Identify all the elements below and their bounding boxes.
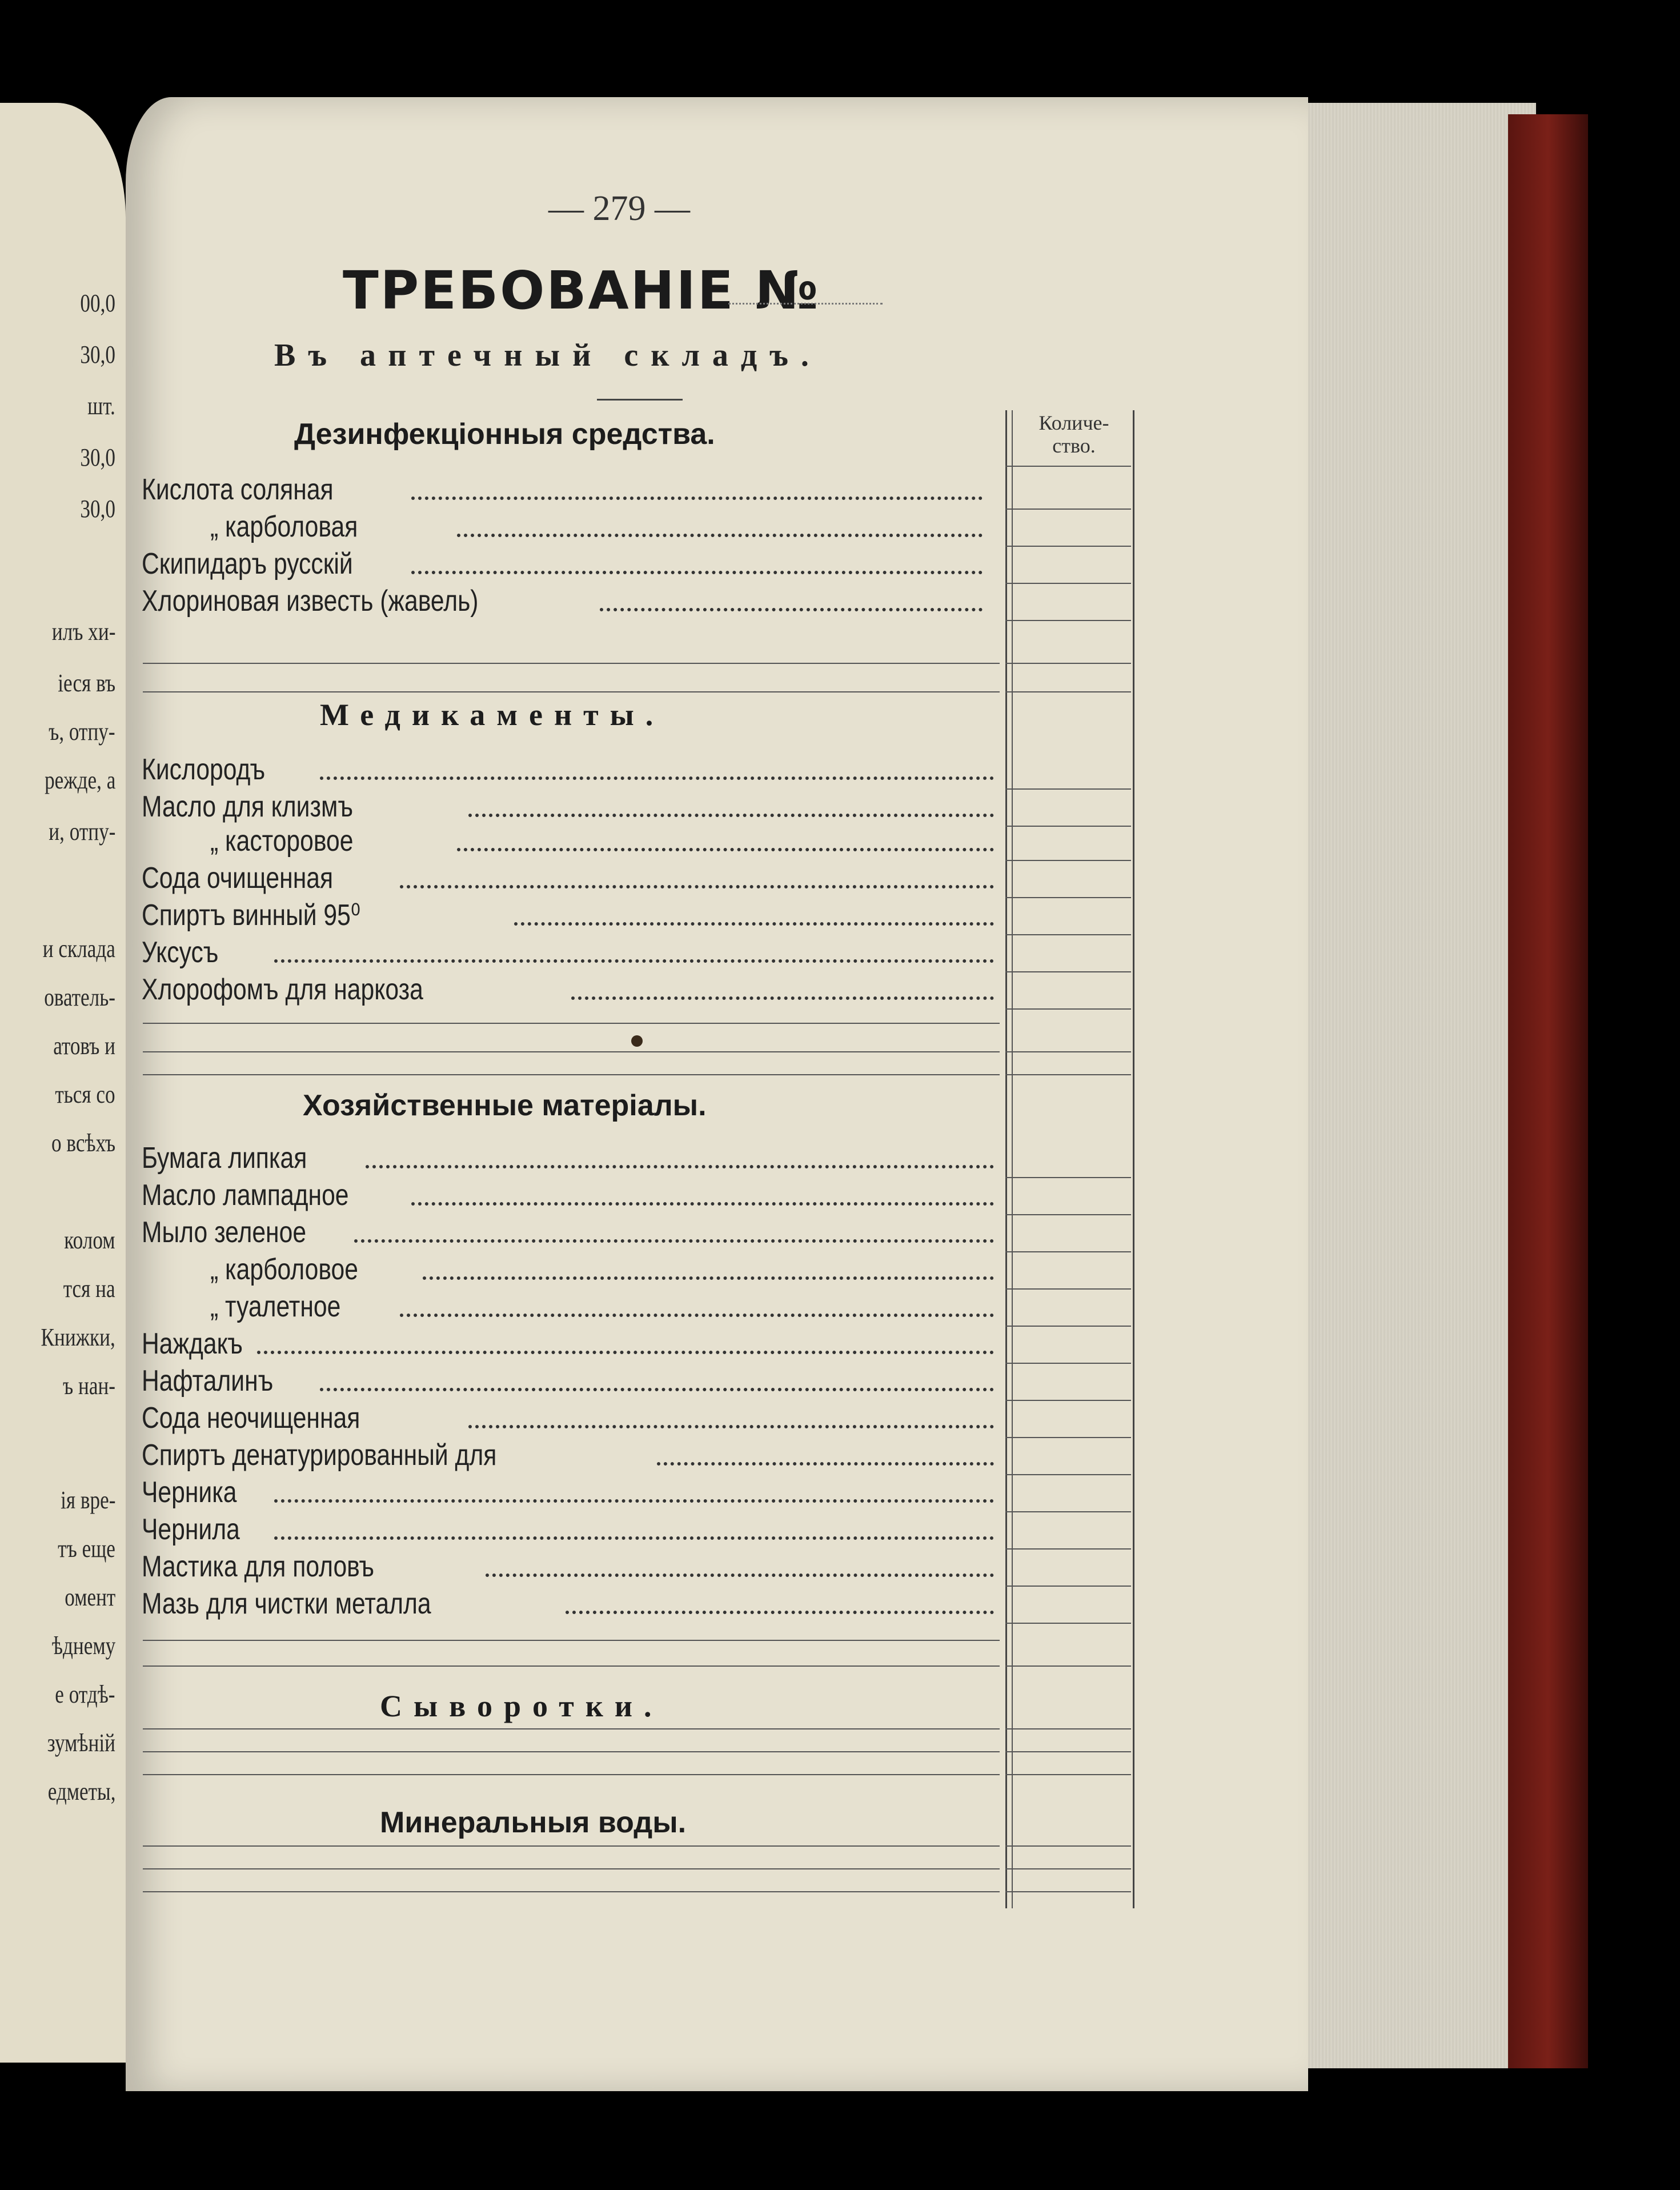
item-label: Масло лампадное xyxy=(142,1179,349,1212)
left-page-line: iеся въ xyxy=(58,669,115,697)
item-label: Мастика для половъ xyxy=(142,1550,375,1583)
quantity-cell-line xyxy=(1005,546,1131,547)
rule-line xyxy=(143,1023,1000,1024)
quantity-cell-line xyxy=(1005,1623,1131,1624)
dot-leader xyxy=(600,608,983,611)
section-heading: Минеральныя воды. xyxy=(380,1806,687,1839)
item-label: Кислородъ xyxy=(142,753,266,786)
ink-dot xyxy=(631,1035,643,1047)
quantity-cell-line xyxy=(1005,663,1131,664)
dot-leader xyxy=(274,1536,994,1540)
left-page-line: 30,0 xyxy=(80,341,115,369)
left-page-line: зумѣнiй xyxy=(47,1729,115,1757)
item-label: Спиртъ винный 95⁰ xyxy=(142,899,360,932)
rule-line xyxy=(143,1891,1000,1892)
quantity-cell-line xyxy=(1005,1665,1131,1667)
section-heading: Дезинфекцiонныя средства. xyxy=(294,418,715,451)
item-label: Уксусъ xyxy=(142,936,219,969)
left-page-line: и, отпу- xyxy=(48,818,115,846)
left-page-line: атовъ и xyxy=(53,1032,115,1060)
quantity-cell-line xyxy=(1005,620,1131,621)
rule-line xyxy=(143,1640,1000,1641)
quantity-cell-line xyxy=(1005,509,1131,510)
rule-line xyxy=(143,1751,1000,1752)
quantity-cell-line xyxy=(1005,1251,1131,1252)
left-page-fragment xyxy=(0,103,126,2063)
item-label: „ касторовое xyxy=(210,824,354,858)
quantity-cell-line xyxy=(1005,826,1131,827)
dot-leader xyxy=(411,497,983,500)
left-page-line: ъ нан- xyxy=(62,1372,115,1400)
page-number: — 279 — xyxy=(548,189,690,228)
dot-leader xyxy=(486,1574,994,1577)
item-label: Черника xyxy=(142,1476,237,1509)
quantity-column xyxy=(1005,410,1134,1908)
left-page-line: и склада xyxy=(42,935,115,963)
left-page-line: тъ еще xyxy=(58,1535,115,1563)
item-label: Кислота соляная xyxy=(142,473,334,506)
left-page-line: е отдѣ- xyxy=(55,1680,115,1708)
quantity-cell-line xyxy=(1005,466,1131,467)
quantity-cell-line xyxy=(1005,1586,1131,1587)
rule-line xyxy=(143,1774,1000,1775)
left-page-line: ователь- xyxy=(44,983,115,1011)
section-heading: Сыворотки. xyxy=(380,1689,663,1723)
quantity-cell-line xyxy=(1005,1074,1131,1075)
rule-line xyxy=(143,1665,1000,1667)
rule-line xyxy=(143,691,1000,692)
dot-leader xyxy=(571,996,994,1000)
dot-leader xyxy=(366,1165,994,1168)
quantity-cell-line xyxy=(1005,1177,1131,1178)
quantity-cell-line xyxy=(1005,1437,1131,1438)
left-page-line: илъ хи- xyxy=(51,618,115,646)
item-label: Сода неочищенная xyxy=(142,1402,360,1435)
left-page-line: iя вре- xyxy=(60,1486,115,1514)
quantity-cell-line xyxy=(1005,1891,1131,1892)
item-label: „ карболовое xyxy=(210,1253,358,1286)
rule-line xyxy=(143,1074,1000,1075)
dot-leader xyxy=(274,959,994,963)
form-title: ТРЕБОВАНIЕ № xyxy=(343,260,820,321)
quantity-cell-line xyxy=(1005,691,1131,692)
dot-leader xyxy=(411,571,983,574)
item-label: Наждакъ xyxy=(142,1327,243,1360)
page-edges xyxy=(1305,103,1536,2068)
quantity-cell-line xyxy=(1005,1474,1131,1475)
quantity-cell-line xyxy=(1005,1548,1131,1550)
item-label: „ карболовая xyxy=(210,510,358,543)
item-label: Бумага липкая xyxy=(142,1142,307,1175)
left-page-line: шт. xyxy=(87,392,115,420)
dot-leader xyxy=(274,1499,994,1503)
quantity-cell-line xyxy=(1005,1214,1131,1215)
quantity-cell-line xyxy=(1005,1326,1131,1327)
dot-leader xyxy=(400,885,994,888)
dot-leader xyxy=(468,814,994,817)
dot-leader xyxy=(320,776,994,780)
left-page-line: едметы, xyxy=(47,1777,115,1805)
dot-leader xyxy=(423,1276,994,1280)
quantity-cell-line xyxy=(1005,1363,1131,1364)
title-number-blank xyxy=(728,303,883,305)
left-page-line: Книжки, xyxy=(41,1323,115,1351)
item-label: Нафталинъ xyxy=(142,1364,274,1398)
quantity-cell-line xyxy=(1005,860,1131,861)
quantity-cell-line xyxy=(1005,788,1131,790)
quantity-cell-line xyxy=(1005,583,1131,584)
quantity-cell-line xyxy=(1005,1511,1131,1512)
item-label: Скипидаръ русскiй xyxy=(142,547,353,580)
dot-leader xyxy=(320,1388,994,1391)
left-page-line: ѣднему xyxy=(51,1632,115,1660)
dot-leader xyxy=(468,1425,994,1428)
rule-line xyxy=(143,663,1000,664)
quantity-header: Количе- ство. xyxy=(1039,411,1109,457)
left-page-line: 00,0 xyxy=(80,289,115,317)
quantity-cell-line xyxy=(1005,897,1131,898)
quantity-cell-line xyxy=(1005,1051,1131,1052)
item-label: Хлориновая известь (жавель) xyxy=(142,584,479,618)
rule-line xyxy=(143,1051,1000,1052)
item-label: Чернила xyxy=(142,1513,240,1546)
left-page-line: о всѣхъ xyxy=(51,1129,115,1157)
quantity-cell-line xyxy=(1005,1845,1131,1847)
dot-leader xyxy=(566,1611,994,1614)
left-page-line: тся на xyxy=(63,1275,115,1303)
dot-leader xyxy=(400,1314,994,1317)
quantity-cell-line xyxy=(1005,1868,1131,1869)
quantity-cell-line xyxy=(1005,1728,1131,1729)
dot-leader xyxy=(657,1462,994,1466)
quantity-cell-line xyxy=(1005,971,1131,972)
subtitle-rule xyxy=(597,399,683,401)
quantity-cell-line xyxy=(1005,1774,1131,1775)
quantity-cell-line xyxy=(1005,1008,1131,1010)
rule-line xyxy=(143,1728,1000,1729)
form-subtitle: Въ аптечный складъ. xyxy=(274,338,821,373)
book-spine xyxy=(1508,114,1588,2068)
dot-leader xyxy=(257,1351,994,1354)
item-label: Мазь для чистки металла xyxy=(142,1587,431,1620)
rule-line xyxy=(143,1845,1000,1847)
rule-line xyxy=(143,1868,1000,1869)
quantity-cell-line xyxy=(1005,934,1131,935)
item-label: Мыло зеленое xyxy=(142,1216,307,1249)
left-page-line: ться со xyxy=(55,1080,115,1108)
left-page-line: колом xyxy=(64,1226,115,1254)
quantity-cell-line xyxy=(1005,1751,1131,1752)
left-page-line: омент xyxy=(64,1583,115,1611)
item-label: Хлорофомъ для наркоза xyxy=(142,973,423,1006)
item-label: Сода очищенная xyxy=(142,862,334,895)
dot-leader xyxy=(411,1202,994,1206)
dot-leader xyxy=(354,1239,994,1243)
left-page-line: режде, а xyxy=(44,766,115,794)
item-label: „ туалетное xyxy=(210,1290,341,1323)
item-label: Спиртъ денатурированный для xyxy=(142,1439,497,1472)
left-page-line: ъ, отпу- xyxy=(49,718,115,746)
left-page-line: 30,0 xyxy=(80,443,115,471)
section-heading: Медикаменты. xyxy=(320,698,665,732)
quantity-cell-line xyxy=(1005,1288,1131,1290)
dot-leader xyxy=(457,534,983,537)
dot-leader xyxy=(514,922,994,926)
left-page-line: 30,0 xyxy=(80,495,115,523)
item-label: Масло для клизмъ xyxy=(142,790,353,823)
dot-leader xyxy=(457,848,994,851)
section-heading: Хозяйственные матерiалы. xyxy=(303,1089,707,1122)
quantity-cell-line xyxy=(1005,1400,1131,1401)
